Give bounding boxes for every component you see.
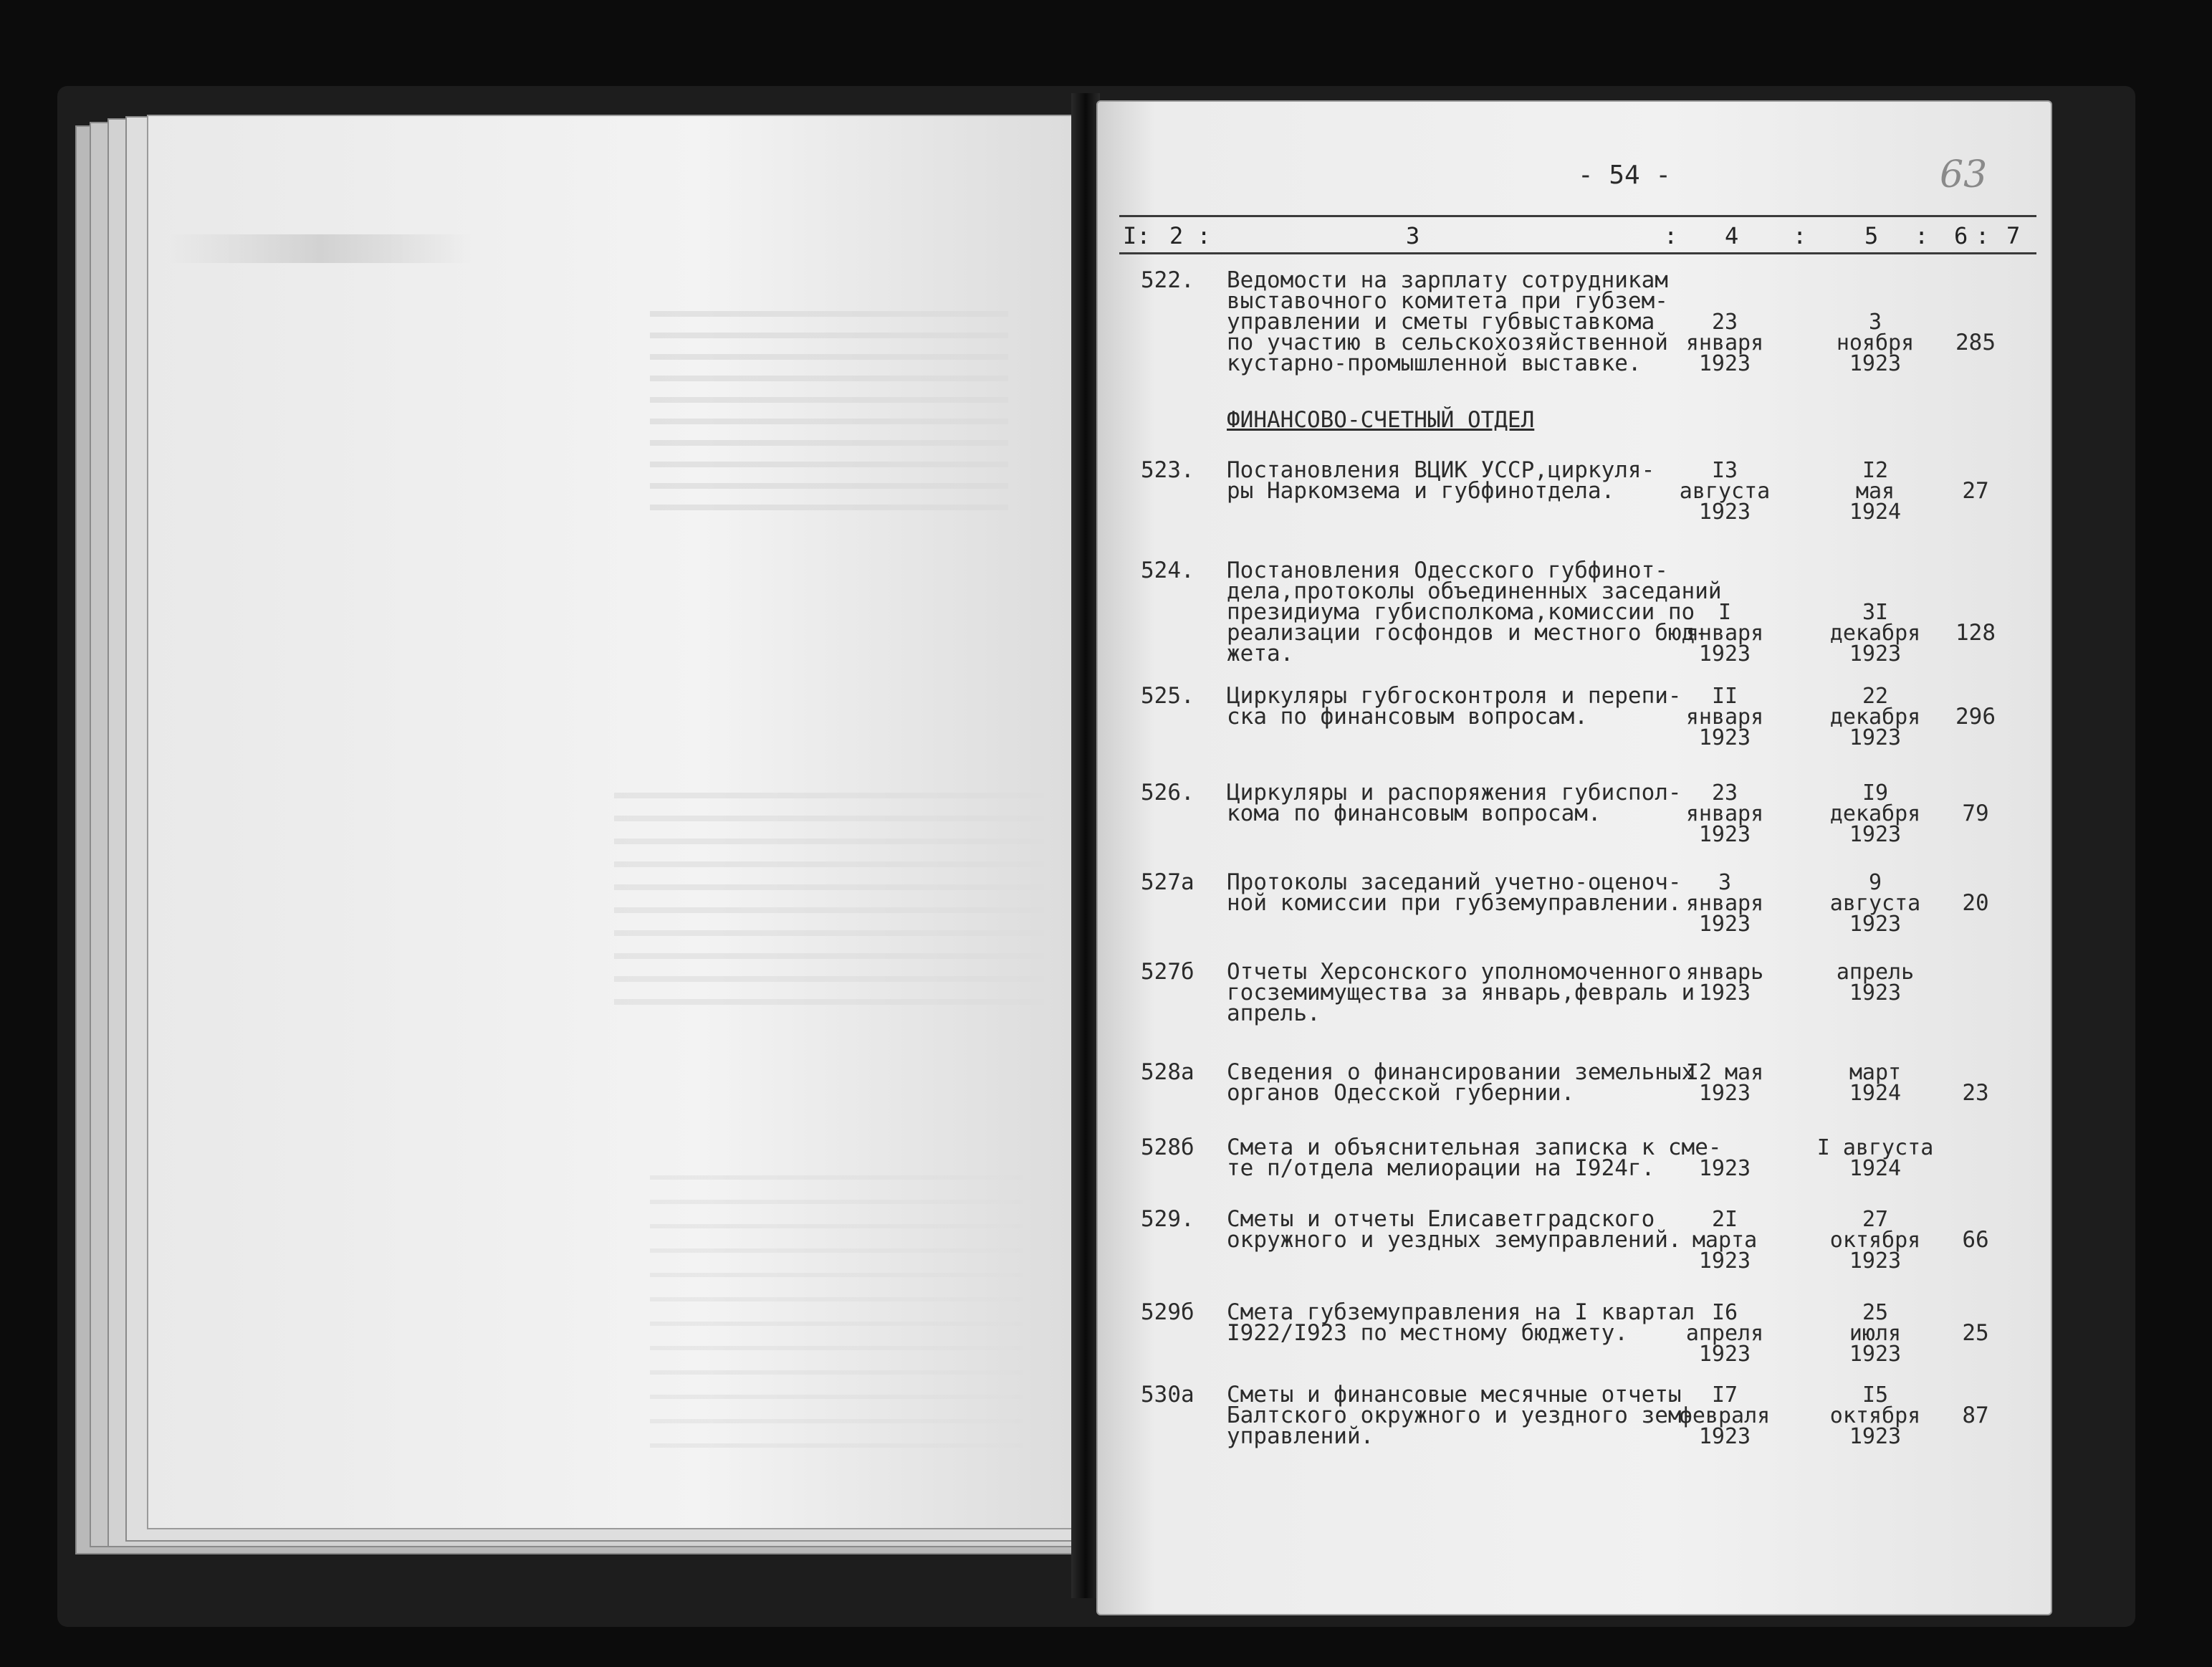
start-date: I2 мая 1923 — [1685, 1060, 1764, 1106]
entry-number: 524. — [1141, 558, 1194, 583]
entry-number: 529. — [1141, 1206, 1194, 1232]
entry-title: Смета губземуправления на I квартал I922/I923 по местному бюджету. — [1227, 1299, 1695, 1346]
end-date: 3 ноября 1923 — [1836, 310, 1915, 376]
end-date: I5 октября 1923 — [1829, 1382, 1921, 1449]
entry-number: 528а — [1141, 1059, 1194, 1085]
folio-number: 63 — [1940, 153, 1988, 196]
bleed-through-mark — [614, 775, 1044, 1019]
entry-number: 530а — [1141, 1382, 1194, 1408]
entry-number: 526. — [1141, 780, 1194, 806]
bleed-through-mark — [650, 1155, 1023, 1456]
entry-title: Смета и объяснительная записка к сме- те п/отдела мелиорации на I924г. — [1227, 1135, 1722, 1181]
start-date: I7 февраля 1923 — [1679, 1382, 1771, 1449]
page-number: - 54 - — [1578, 161, 1672, 190]
end-date: I августа 1924 — [1816, 1135, 1934, 1181]
page-count: 20 — [1962, 890, 1989, 916]
page-count: 296 — [1955, 704, 1996, 730]
right-page — [1096, 100, 2052, 1615]
entry-number: 529б — [1141, 1299, 1194, 1325]
page-count: 23 — [1962, 1080, 1989, 1106]
start-date: I3 августа 1923 — [1679, 458, 1771, 525]
page-count: 87 — [1962, 1403, 1989, 1428]
start-date: 3 января 1923 — [1685, 870, 1764, 937]
entry-number: 525. — [1141, 683, 1194, 709]
entry-number: 522. — [1141, 267, 1194, 293]
entry-title: Протоколы заседаний учетно-оценоч- ной комиссии при губземуправлении. — [1227, 869, 1682, 916]
book-spine — [1071, 93, 1100, 1598]
col-header: : — [1976, 222, 1990, 249]
start-date: 23 января 1923 — [1685, 780, 1764, 847]
entry-title: Постановления Одесского губфинот- дела,протоколы объединенных заседаний президиума губисполкома,комиссии по реализации госфондов и местного бюд- жета. — [1227, 558, 1722, 667]
bleed-through-mark — [650, 295, 1008, 510]
start-date: 1923 — [1698, 1156, 1751, 1181]
entry-title: Сведения о финансировании земельных органов Одесской губернии. — [1227, 1059, 1695, 1106]
start-date: январь 1923 — [1685, 960, 1764, 1006]
header-rule-top — [1119, 215, 2036, 217]
col-header: : — [1793, 222, 1807, 249]
left-page — [147, 115, 1074, 1529]
start-date: 23 января 1923 — [1685, 310, 1764, 376]
page-count: 66 — [1962, 1227, 1989, 1253]
col-header: I: — [1123, 222, 1151, 249]
entry-number: 528б — [1141, 1135, 1194, 1160]
end-date: I2 мая 1924 — [1849, 458, 1902, 525]
entry-title: Сметы и отчеты Елисаветградского окружного и уездных земуправлений. — [1227, 1206, 1682, 1253]
end-date: 27 октября 1923 — [1829, 1207, 1921, 1274]
page-count: 128 — [1955, 620, 1996, 646]
col-header: : — [1915, 222, 1929, 249]
page-count: 25 — [1962, 1320, 1989, 1346]
col-header: 3 — [1406, 222, 1420, 249]
col-header: 5 — [1864, 222, 1879, 249]
end-date: 25 июля 1923 — [1849, 1300, 1902, 1367]
end-date: 9 августа 1923 — [1829, 870, 1921, 937]
entry-number: 523. — [1141, 457, 1194, 483]
col-header: 2 : — [1169, 222, 1211, 249]
entry-title: Отчеты Херсонского уполномоченного госземимущества за январь,февраль и апрель. — [1227, 959, 1695, 1026]
page-count: 79 — [1962, 801, 1989, 826]
entry-title: Циркуляры и распоряжения губиспол- кома по финансовым вопросам. — [1227, 780, 1682, 826]
end-date: I9 декабря 1923 — [1829, 780, 1921, 847]
page-count: 27 — [1962, 478, 1989, 504]
end-date: апрель 1923 — [1836, 960, 1915, 1006]
header-rule-bottom — [1119, 252, 2036, 254]
entry-number: 527а — [1141, 869, 1194, 895]
start-date: II января 1923 — [1685, 684, 1764, 750]
col-header: 6 — [1954, 222, 1968, 249]
col-header: : — [1664, 222, 1678, 249]
entry-title: Циркуляры губгосконтроля и перепи- ска по финансовым вопросам. — [1227, 683, 1682, 730]
section-heading: ФИНАНСОВО-СЧЕТНЫЙ ОТДЕЛ — [1227, 407, 1535, 433]
entry-title: Сметы и финансовые месячные отчеты Балтского окружного и уездного зем- управлений. — [1227, 1382, 1695, 1449]
col-header: 7 — [2006, 222, 2021, 249]
page-count: 285 — [1955, 330, 1996, 355]
start-date: 2I марта 1923 — [1692, 1207, 1758, 1274]
end-date: 22 декабря 1923 — [1829, 684, 1921, 750]
col-header: 4 — [1725, 222, 1739, 249]
entry-title: Постановления ВЦИК УССР,циркуля- ры Наркомзема и губфинотдела. — [1227, 457, 1655, 504]
bleed-through-mark — [170, 234, 471, 263]
end-date: март 1924 — [1849, 1060, 1902, 1106]
entry-number: 527б — [1141, 959, 1194, 985]
end-date: 3I декабря 1923 — [1829, 600, 1921, 667]
start-date: I января 1923 — [1685, 600, 1764, 667]
entry-title: Ведомости на зарплату сотрудникам выставочного комитета при губзем- управлении и сметы губвыставкома по участию в сельскохозяйственной кустарно-промышленной выставке. — [1227, 267, 1668, 376]
start-date: I6 апреля 1923 — [1685, 1300, 1764, 1367]
